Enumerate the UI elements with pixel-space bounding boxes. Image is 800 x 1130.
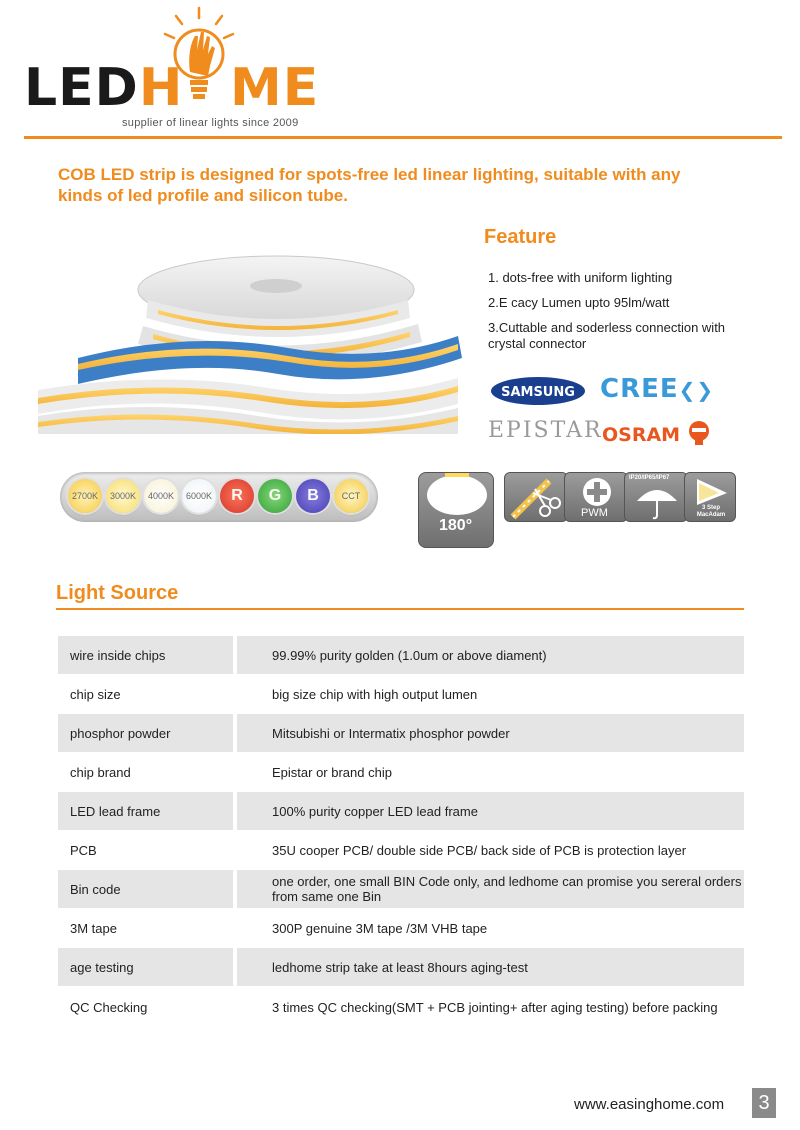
light-source-divider: [56, 608, 744, 610]
feature-item: 3.Cuttable and soderless connection with crystal connector: [488, 320, 726, 351]
spec-value: Mitsubishi or Intermatix phosphor powder: [237, 714, 744, 752]
feature-item: 2.E cacy Lumen upto 95lm/watt: [488, 295, 670, 310]
beam-angle-icon: [419, 473, 495, 523]
table-row: [58, 831, 744, 869]
cree-logo: [600, 374, 714, 404]
feature-title: Feature: [484, 226, 557, 248]
spec-label: phosphor powder: [58, 714, 233, 752]
samsung-logo: [490, 376, 586, 406]
osram-logo: [602, 420, 711, 446]
beam-angle-label: 180°: [439, 517, 473, 534]
pwm-tile: [564, 472, 628, 522]
cree-logo-text: CREE: [600, 374, 679, 404]
table-row: [58, 675, 744, 713]
page-number: 3: [752, 1088, 776, 1118]
cct-6000k: 6000K: [182, 479, 216, 513]
epistar-logo: EPISTAR: [488, 418, 603, 443]
table-row: [58, 909, 744, 947]
spec-label: 3M tape: [70, 920, 117, 936]
beam-angle-tile: [418, 472, 494, 548]
spec-label: wire inside chips: [58, 636, 233, 674]
cct-blue: B: [296, 479, 330, 513]
cct-red: R: [220, 479, 254, 513]
spec-label: QC Checking: [70, 999, 148, 1015]
waterproof-tile: [624, 472, 688, 522]
ip-rating-label: IP20/IP65/IP67: [629, 475, 670, 481]
cct-2700k: 2700K: [68, 479, 102, 513]
table-row: [58, 792, 744, 830]
light-source-title: Light Source: [56, 582, 179, 604]
footer-website: www.easinghome.com: [574, 1096, 725, 1113]
feature-list: [488, 270, 758, 361]
table-row: [58, 753, 744, 791]
color-temperature-options: [60, 472, 378, 522]
light-source-table: [58, 636, 744, 1028]
spec-label: chip brand: [70, 764, 131, 780]
spec-value: ledhome strip take at least 8hours aging-test: [237, 948, 744, 986]
pwm-label: PWM: [581, 507, 608, 519]
table-row: [58, 870, 744, 908]
spec-label: age testing: [58, 948, 233, 986]
spec-value: Epistar or brand chip: [272, 764, 392, 780]
table-row: [58, 987, 744, 1027]
spec-value: big size chip with high output lumen: [272, 686, 478, 702]
cob-led-strip-reel-image: [38, 238, 468, 434]
cct-green: G: [258, 479, 292, 513]
table-row: [58, 714, 744, 752]
cuttable-tile: [504, 472, 568, 522]
scissors-icon: [505, 473, 569, 523]
macadam-label: 3 Step MacAdam: [696, 505, 726, 518]
logo-wordmark: [24, 58, 320, 118]
spec-value: one order, one small BIN Code only, and ledhome can promise you sereral orders from same one Bin: [237, 870, 744, 908]
ledhome-logo: [24, 6, 324, 134]
osram-logo-text: OSRAM: [602, 424, 681, 446]
table-row: [58, 636, 744, 674]
samsung-logo-text: SAMSUNG: [501, 385, 575, 400]
spec-value: 99.99% purity golden (1.0um or above diament): [237, 636, 744, 674]
spec-label: chip size: [70, 686, 121, 702]
intro-headline: COB LED strip is designed for spots-free led linear lighting, suitable with any kinds of led profile and silicon tube.: [58, 165, 681, 205]
spec-label: LED lead frame: [58, 792, 233, 830]
logo-tagline: supplier of linear lights since 2009: [122, 117, 299, 129]
feature-item: 1. dots-free with uniform lighting: [488, 270, 673, 285]
logo-h: H: [138, 58, 184, 118]
spec-label: Bin code: [58, 870, 233, 908]
logo-me: ME: [230, 58, 320, 118]
cree-chevron-icon: ❮❯: [678, 378, 715, 402]
osram-bulb-icon: [687, 420, 711, 446]
spec-value: 35U cooper PCB/ double side PCB/ back side of PCB is protection layer: [272, 842, 687, 858]
macadam-tile: [684, 472, 736, 522]
umbrella-icon: [625, 473, 689, 523]
spec-label: PCB: [70, 842, 97, 858]
header-divider: [24, 136, 782, 139]
cct-3000k: 3000K: [106, 479, 140, 513]
cct-tunable: CCT: [334, 479, 368, 513]
spec-value: 3 times QC checking(SMT + PCB jointing+ after aging testing) before packing: [272, 999, 718, 1015]
spec-value: 100% purity copper LED lead frame: [237, 792, 744, 830]
cct-4000k: 4000K: [144, 479, 178, 513]
table-row: [58, 948, 744, 986]
logo-led: LED: [24, 58, 139, 118]
spec-value: 300P genuine 3M tape /3M VHB tape: [272, 920, 488, 936]
